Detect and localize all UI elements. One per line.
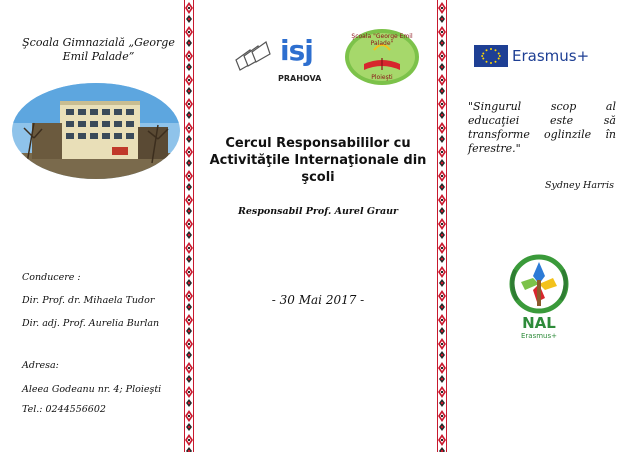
erasmus-logo bbox=[474, 45, 594, 71]
quote-text: "Singurul scop al educaţiei este să transforme oglinzile în ferestre." bbox=[468, 100, 616, 155]
nal-sublabel: Erasmus+ bbox=[520, 332, 557, 340]
event-date: - 30 Mai 2017 - bbox=[271, 293, 365, 307]
erasmus-label: Erasmus+ bbox=[512, 47, 590, 65]
isj-logo-text: isj bbox=[280, 34, 313, 67]
quote-author: Sydney Harris bbox=[544, 180, 614, 191]
folk-pattern-border-right bbox=[436, 0, 448, 452]
isj-prahova-logo bbox=[232, 36, 322, 86]
school-logo-city: Ploieşti bbox=[371, 74, 393, 81]
isj-logo-subtext: PRAHOVA bbox=[278, 74, 322, 83]
address-line: Aleea Godeanu nr. 4; Ploieşti bbox=[22, 384, 162, 395]
phone-line: Tel.: 0244556602 bbox=[22, 404, 106, 415]
document-title: Cercul Responsabililor cu Activităţile Internaţionale din şcoli bbox=[209, 136, 427, 185]
deputy-director-line: Dir. adj. Prof. Aurelia Burlan bbox=[22, 318, 160, 329]
school-logo-text: Şcoala "George Emil Palade" bbox=[351, 33, 413, 47]
nal-label: NAL bbox=[522, 314, 556, 332]
nal-erasmus-logo bbox=[505, 250, 573, 346]
director-line: Dir. Prof. dr. Mihaela Tudor bbox=[22, 295, 155, 306]
school-logo bbox=[344, 28, 420, 86]
school-building-photo bbox=[12, 83, 180, 179]
leadership-label: Conducere : bbox=[22, 272, 81, 283]
books-icon bbox=[236, 42, 270, 70]
eu-flag-icon bbox=[474, 45, 508, 67]
folk-pattern-border-left bbox=[183, 0, 195, 452]
address-label: Adresa: bbox=[22, 360, 59, 371]
responsible-line: Responsabil Prof. Aurel Graur bbox=[237, 206, 399, 217]
school-name: Şcoala Gimnazială „George Emil Palade” bbox=[22, 36, 175, 63]
